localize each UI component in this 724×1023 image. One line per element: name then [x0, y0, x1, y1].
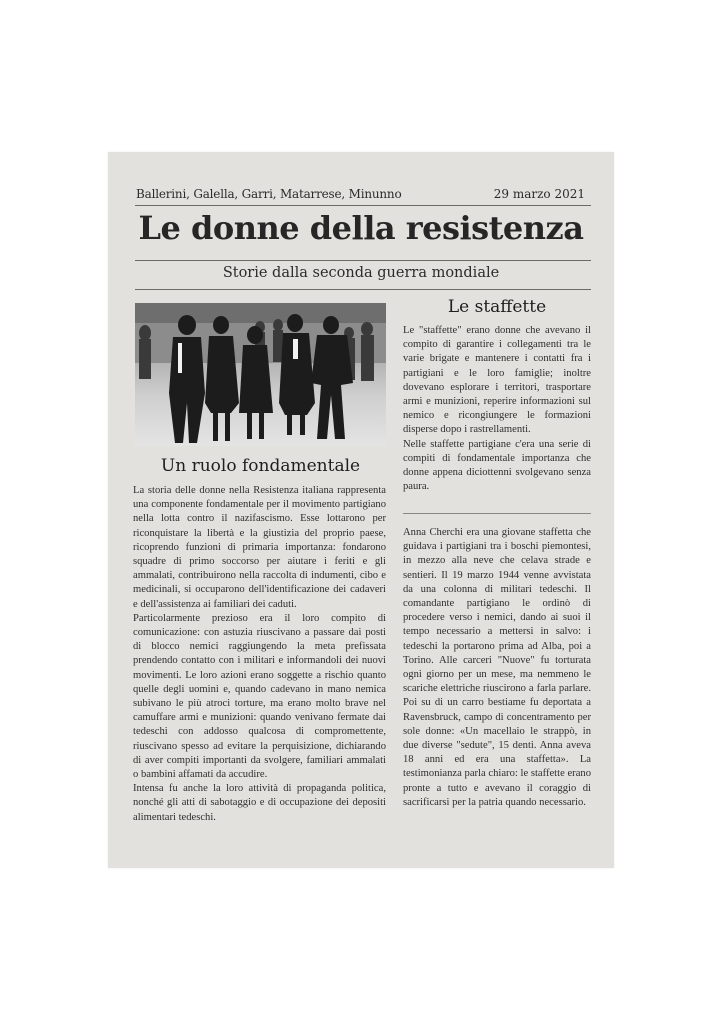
paragraph: Intensa fu anche la loro attività di propaganda politica, nonché gli atti di sabotaggio e di occupazione dei depositi alimentari tedeschi. — [133, 783, 386, 823]
section-heading-left: Un ruolo fondamentale — [160, 456, 361, 476]
section-heading-right: Le staffette — [447, 297, 547, 317]
paragraph: La storia delle donne nella Resistenza italiana rappresenta una componente fondamentale per il movimento partigiano nella lotta contro il nazifascismo. Esse lottarono per riconquistare la libertà e la giustizia del proprio paese, ricoprendo funzioni di primaria importanza: fondarono squadre di primo soccorso per aiutare i feriti e gli ammalati, contribuirono nella raccolta di indumenti, cibo e medicinali, si occuparono dell'identificazione dei cadaveri e dell'assistenza ai familiari dei caduti. — [133, 485, 386, 610]
paragraph: Nelle staffette partigiane c'era una serie di compiti di fondamentale importanza che donne appena diciottenni svolgevano senza paura. — [403, 438, 591, 493]
divider — [135, 289, 591, 290]
article-body-left — [133, 484, 386, 825]
masthead-subtitle: Storie dalla seconda guerra mondiale — [222, 265, 500, 281]
publication-date: 29 marzo 2021 — [493, 187, 585, 201]
paragraph: Particolarmente prezioso era il loro compito di comunicazione: con astuzia riuscivano a passare dai posti di blocco nemici raggiungendo la meta prefissata prendendo contatto con i militari e informandoli dei nuovi movimenti. Le loro azioni erano soggette a rischio quanto quelle degli uomini e, quando cadevano in mano nemica subivano le più atroci torture, ma erano molto brave nel camuffare armi e munizioni: quando venivano fermate dai tedeschi con addosso qualcosa di compromettente, riuscivano spesso ad evitare la perquisizione, dichiarando di aver compiti importanti da svolgere, familiari ammalati o bambini affamati da accudire. — [133, 612, 386, 781]
newspaper-page — [108, 152, 614, 868]
story-anna-cherchi — [403, 526, 591, 810]
divider — [403, 513, 591, 514]
historical-photo — [135, 303, 386, 446]
paragraph: Le "staffette" erano donne che avevano il compito di garantire i collegamenti tra le varie brigate e mantenere i contatti fra i partigiani e le loro famiglie; inoltre dovevano esplorare i territori, trasportare armi e munizioni, reperire informazioni sul nemico e ricongiungere le formazioni disperse dopo i rastrellamenti. — [403, 325, 591, 436]
paragraph: Anna Cherchi era una giovane staffetta che guidava i partigiani tra i boschi piemontesi, in mezzo alla neve che celava strade e sentieri. Il 19 marzo 1944 venne avvistata da una colonna di militari tedeschi. Il comandante partigiano le ordinò di procedere verso i nemici, dando ai suoi il tempo necessario a mettersi in salvo: i tedeschi la portarono prima ad Alba, poi a Torino. Alle carceri "Nuove" fu torturata ogni giorno per un mese, ma nemmeno le scariche elettriche riuscirono a farla parlare. Poi su di un carro bestiame fu deportata a Ravensbruck, campo di concentramento per sole donne: «Un macellaio le strappò, in due diverse "sedute", 15 denti. Anna aveva 18 anni ed era una staffetta». La testimonianza parla chiaro: le staffette erano pronte a tutto e avevano il coraggio di sacrificarsi per la patria quando necessario. — [403, 527, 591, 808]
authors-line: Ballerini, Galella, Garri, Matarrese, Minunno — [136, 187, 402, 201]
divider — [135, 260, 591, 261]
masthead-title: Le donne della resistenza — [138, 209, 584, 247]
divider — [135, 205, 591, 206]
article-body-right — [403, 324, 591, 494]
